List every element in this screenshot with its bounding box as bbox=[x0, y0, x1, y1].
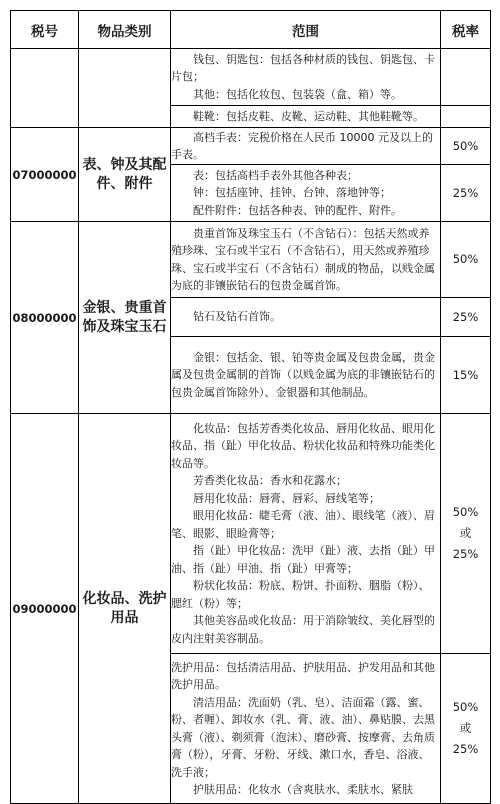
scope-line: 钱包、钥匙包：包括各种材质的钱包、钥匙包、卡片包； bbox=[171, 52, 435, 84]
rate-value: 25% bbox=[452, 547, 479, 561]
category-cell: 金银、贵重首饰及珠宝玉石 bbox=[79, 222, 171, 414]
scope-line: 贵重首饰及珠宝玉石（不含钻石）：包括天然或养殖珍珠、宝石或半宝石（不含钻石），用天然或养殖珍珠、宝石或半宝石（不含钻石）制成的物品，以贱金属为底的非镶嵌钻石的包贵金属首饰。 bbox=[171, 226, 435, 292]
rate-value: 50% bbox=[452, 505, 479, 519]
scope-line: 其他美容品或化妆品：用于消除皱纹、美化唇型的皮内注射美容制品。 bbox=[171, 614, 435, 645]
rate-value: 15% bbox=[452, 367, 479, 382]
rate-cell bbox=[441, 414, 491, 654]
scope-line: 清洁用品：洗面奶（乳、皂）、洁面霜（露、蜜、粉、者喱）、卸妆水（乳、膏、液、油）、鼻贴膜、去黑头膏（液）、剃须膏（泡沫）、磨砂膏、按摩膏、去角质膏（粉），牙膏、牙粉、牙线、漱口水，香皂、浴液、洗手液； bbox=[171, 695, 435, 779]
rate-value: 25% bbox=[452, 185, 479, 200]
rate-value: 50% bbox=[452, 700, 479, 714]
scope-line: 指（趾）甲化妆品：洗甲（趾）液、去指（趾）甲油、指（趾）甲油、指（趾）甲膏等； bbox=[171, 544, 435, 575]
rate-cell bbox=[441, 298, 491, 337]
table-row bbox=[11, 49, 491, 106]
category-cell: 表、钟及其配件、附件 bbox=[79, 128, 171, 222]
rate-or-label: 或 bbox=[459, 526, 472, 540]
rate-cell bbox=[441, 222, 491, 298]
scope-line: 粉状化妆品：粉底、粉饼、扑面粉、胭脂（粉）、腮红（粉）等； bbox=[171, 579, 430, 610]
rate-cell bbox=[441, 106, 491, 128]
scope-line: 其他：包括化妆包、包装袋（盒、箱）等。 bbox=[193, 87, 402, 101]
table-row bbox=[11, 414, 491, 654]
scope-cell bbox=[171, 337, 441, 414]
rate-value: 50% bbox=[452, 138, 479, 153]
table-row bbox=[11, 128, 491, 165]
rate-cell bbox=[441, 49, 491, 106]
scope-cell bbox=[171, 298, 441, 337]
rate-cell bbox=[441, 165, 491, 222]
scope-cell bbox=[171, 49, 441, 106]
scope-cell bbox=[171, 414, 441, 654]
scope-line: 护肤用品：化妆水（含爽肤水、柔肤水、紧肤 bbox=[193, 783, 413, 796]
scope-cell bbox=[171, 222, 441, 298]
rate-cell bbox=[441, 128, 491, 165]
rate-cell bbox=[441, 337, 491, 414]
scope-line: 高档手表：完税价格在人民币 10000 元及以上的手表。 bbox=[171, 130, 433, 161]
table-row bbox=[11, 222, 491, 298]
code-cell: 07000000 bbox=[11, 128, 79, 222]
scope-line: 钟：包括座钟、挂钟、台钟、落地钟等； bbox=[193, 186, 391, 200]
header-category: 物品类别 bbox=[79, 11, 171, 49]
scope-line: 眼用化妆品：睫毛膏（液、油）、眼线笔（液）、眉笔、眼影、眼睑膏等； bbox=[171, 509, 435, 540]
scope-cell bbox=[171, 654, 441, 804]
table-header-row bbox=[11, 11, 491, 49]
rate-value: 25% bbox=[452, 742, 479, 756]
code-cell: 09000000 bbox=[11, 414, 79, 804]
code-cell bbox=[11, 49, 79, 128]
scope-cell bbox=[171, 128, 441, 165]
scope-line: 芳香类化妆品：香水和花露水； bbox=[193, 474, 347, 488]
scope-line: 配件附件：包括各种表、钟的配件、附件。 bbox=[193, 203, 402, 217]
rate-value: 50% bbox=[452, 252, 479, 266]
category-cell bbox=[79, 49, 171, 128]
rate-value: 25% bbox=[452, 309, 479, 324]
category-cell: 化妆品、洗护用品 bbox=[79, 414, 171, 804]
rate-or-label: 或 bbox=[459, 721, 472, 735]
tax-rate-table bbox=[10, 10, 491, 804]
header-code: 税号 bbox=[11, 11, 79, 49]
scope-line: 唇用化妆品：唇膏、唇彩、唇线笔等； bbox=[193, 491, 380, 505]
code-cell: 08000000 bbox=[11, 222, 79, 414]
scope-line: 金银：包括金、银、铂等贵金属及包贵金属，贵金属及包贵金属制的首饰（以贱金属为底的非镶嵌钻石的包贵金属首饰除外）、金银器和其他制品。 bbox=[171, 350, 435, 399]
scope-line: 洗护用品：包括清洁用品、护肤用品、护发用品和其他洗护用品。 bbox=[171, 660, 435, 691]
scope-cell bbox=[171, 106, 441, 128]
scope-line: 化妆品：包括芳香类化妆品、唇用化妆品、眼用化妆品、指（趾）甲化妆品、粉状化妆品和特殊功能类化妆品等。 bbox=[171, 421, 435, 470]
scope-cell bbox=[171, 165, 441, 222]
scope-line: 表：包括高档手表外其他各种表； bbox=[193, 168, 358, 182]
header-scope: 范围 bbox=[171, 11, 441, 49]
scope-line: 鞋靴：包括皮鞋、皮靴、运动鞋、其他鞋靴等。 bbox=[193, 109, 424, 123]
scope-line: 钻石及钻石首饰。 bbox=[193, 310, 281, 324]
header-rate: 税率 bbox=[441, 11, 491, 49]
rate-cell bbox=[441, 654, 491, 804]
